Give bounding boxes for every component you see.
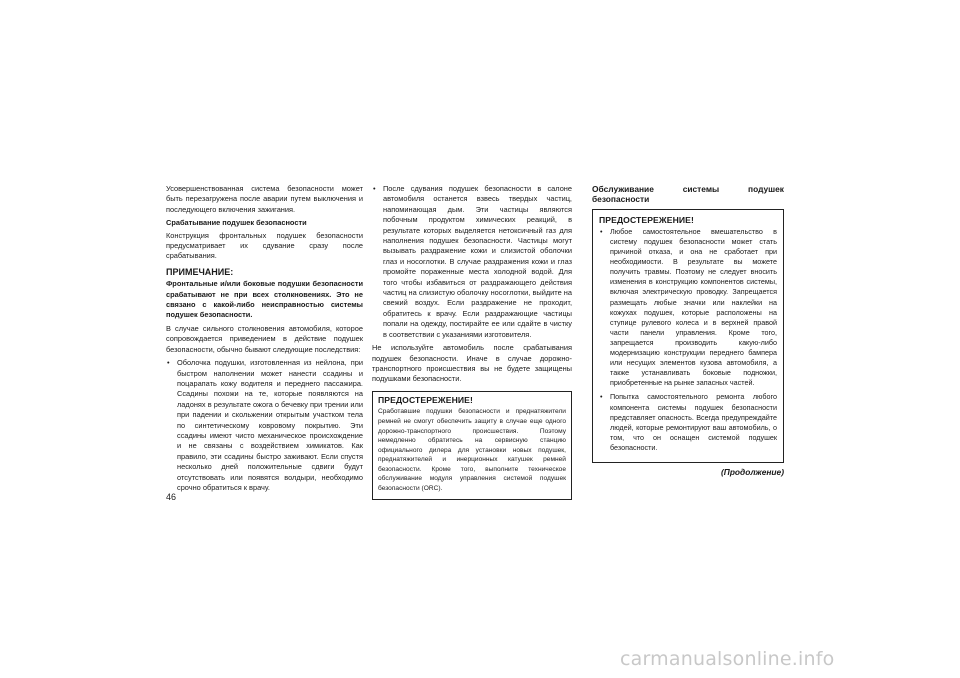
page-number: 46	[166, 492, 177, 502]
list-item-text: Попытка самостоятельного ремонта любого компонента системы подушек безопасности представляет опасность. Всегда предупреждайте людей, которые ремонтируют ваш автомобиль, о том, что он оснащен системой подушек безопасности.	[610, 392, 777, 452]
bullet-icon: •	[600, 226, 603, 236]
warning-title: ПРЕДОСТЕРЕЖЕНИЕ!	[378, 394, 473, 405]
warning-box	[592, 209, 784, 463]
consequences-list	[166, 358, 363, 493]
continued-label: (Продолжение)	[721, 466, 784, 477]
note-paragraph: В случае сильного столкновения автомобиля, которое сопровождается приведением в действие подушек безопасности, обычно бывают следующие последствия:	[166, 323, 363, 354]
list-item-text: После сдувания подушек безопасности в салоне автомобиля останется взвесь твердых частиц, напоминающая дым. Эти частицы являются побочным продуктом химических реакций, в результате которых выделяется нетоксичный газ для наполнения подушек безопасности. Частицы могут вызывать раздражение кожи и слизистой оболочки глаз и носоглотки. В случае раздражения кожи и глаз промойте пораженные места холодной водой. Для того чтобы избавиться от раздражающего действия частиц на слизистую оболочку носоглотки, выйдите на свежий воздух. Если раздражение не проходит, обратитесь к врачу. Если раздражающие частицы попали на одежду, постирайте ее или сдайте в чистку в соответствии с указаниями изготовителя.	[383, 184, 572, 339]
bullet-icon: •	[167, 358, 170, 368]
list-item	[372, 184, 572, 340]
bullet-icon: •	[600, 392, 603, 402]
column-right	[592, 184, 784, 477]
list-item	[166, 358, 363, 493]
list-item-text: Любое самостоятельное вмешательство в систему подушек безопасности может стать причиной отказа, и она не сработает при необходимости. В результате вы можете получить травмы. Поэтому не следует вносить изменения в конструкцию компонентов системы, включая электрическую проводку. Запрещается размещать любые значки или наклейки на кожухах подушек, которые расположены на ступице рулевого колеса и в верхней правой части панели управления. Кроме того, запрещается производить какую-либо модернизацию конструкции переднего бампера или несущих элементов кузова автомобиля, а также устанавливать боковые подножки, приобретенные на рынке запасных частей.	[610, 226, 777, 388]
note-bold-paragraph: Фронтальные и/или боковые подушки безопасности срабатывают не при всех столкновениях. Это не связано с какой-либо неисправностью системы подушек безопасности.	[166, 279, 363, 320]
list-item	[599, 227, 777, 389]
list-item	[599, 392, 777, 453]
consequences-list-continued	[372, 184, 572, 340]
column-middle	[372, 184, 572, 500]
warning-title: ПРЕДОСТЕРЕЖЕНИЕ!	[599, 214, 694, 225]
deploy-heading: Срабатывание подушек безопасности	[166, 218, 307, 228]
column-left	[166, 184, 363, 496]
note-heading: ПРИМЕЧАНИЕ:	[166, 266, 234, 277]
warning-text: Сработавшие подушки безопасности и преднатяжители ремней не смогут обеспечить защиту в случае еще одного дорожно-транспортного происшествия. Поэтому немедленно обратитесь на сервисную станцию официального дилера для установки новых подушек, преднатяжителей и инерционных катушек ремней безопасности. Кроме того, выполните техническое обслуживание модуля управления системой подушек безопасности (ORC).	[378, 408, 566, 493]
bullet-icon: •	[373, 184, 376, 193]
watermark: carmanualsonline.info	[620, 648, 835, 670]
intro-paragraph: Усовершенствованная система безопасности может быть перезагружена после аварии путем выключения и последующего включения зажигания.	[166, 184, 363, 214]
deploy-paragraph: Конструкция фронтальных подушек безопасности предусматривает их сдувание сразу после срабатывания.	[166, 230, 363, 261]
warning-box	[372, 391, 572, 500]
list-item-text: Оболочка подушки, изготовленная из нейлона, при быстром наполнении может нанести ссадины и поцарапать кожу водителя и переднего пассажира. Ссадины похожи на те, которые появляются на ладонях в результате ожога о бечевку при трении или при падении и скольжении открытым участком тела по синтетическому ковровому покрытию. Эти ссадины имеют чисто механическое происхождение и не связаны с воздействием химикатов. Как правило, эти ссадины быстро заживают. Если спустя несколько дней положительные сдвиги будут отсутствовать или появятся волдыри, необходимо срочно обратиться к врачу.	[177, 358, 363, 492]
after-deploy-paragraph: Не используйте автомобиль после срабатывания подушек безопасности. Иначе в случае дорожно-транспортного происшествия вы не будете защищены подушками безопасности.	[372, 343, 572, 384]
warning-list	[599, 227, 777, 453]
section-heading: Обслуживание системы подушек безопасности	[592, 184, 784, 205]
